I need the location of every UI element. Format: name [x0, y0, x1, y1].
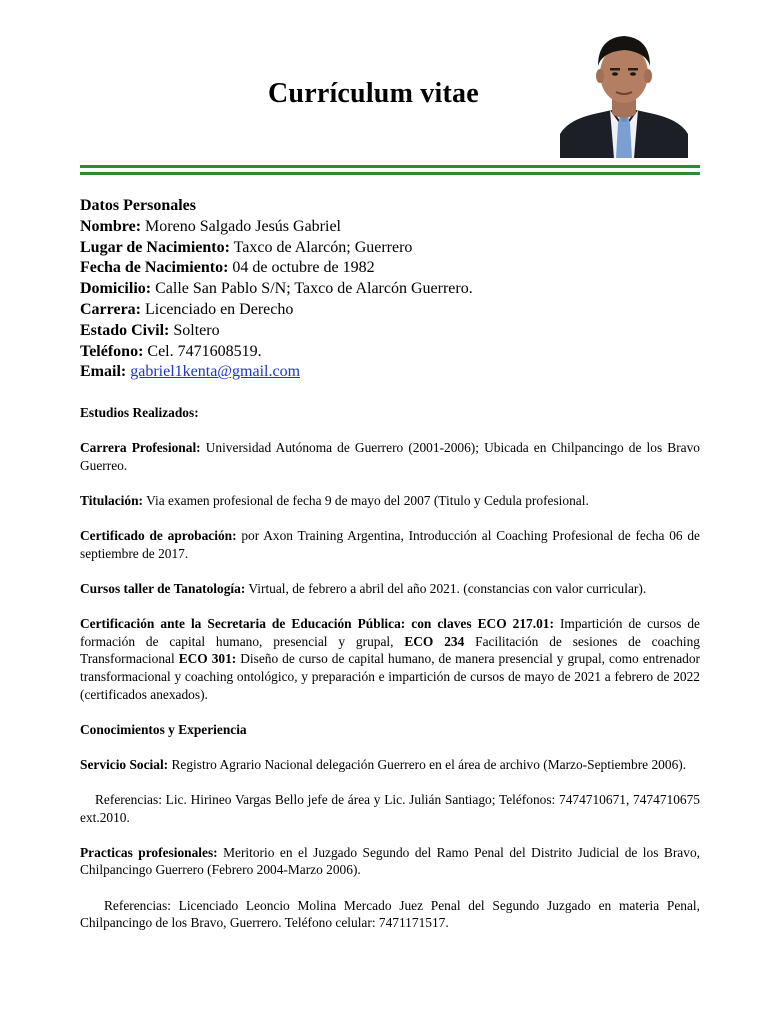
cv-body — [80, 404, 700, 949]
paragraph-certificacion-sep — [80, 615, 700, 703]
field-email — [80, 362, 700, 383]
paragraph-label: Carrera Profesional: — [80, 440, 201, 456]
paragraph-label: Certificado de aprobación: — [80, 528, 237, 544]
paragraph-text: Facilitación de sesiones de coaching Transformacional — [80, 633, 701, 667]
heading-text: Estudios Realizados: — [80, 405, 199, 420]
paragraph-text: Impartición de cursos de formación de capital humano, presencial y grupal, — [80, 616, 700, 649]
field-label: Domicilio: — [80, 280, 152, 298]
paragraph-cursos — [80, 580, 700, 598]
paragraph-label: Cursos taller de Tanatología: — [80, 580, 246, 596]
field-label: Teléfono: — [80, 342, 144, 360]
eco-code: ECO 234 — [404, 633, 465, 649]
paragraph-text: Diseño de curso de capital humano, de manera presencial y grupal, como entrenador transformacional y coaching ontológico, y preparación e impartición de cursos de mayo de 2021 a febrero de 2022 (certificados anexados). — [80, 651, 700, 702]
heading-text: Conocimientos y Experiencia — [80, 721, 247, 737]
field-label: Fecha de Nacimiento: — [80, 259, 229, 277]
section-heading-personal: Datos Personales — [80, 197, 196, 214]
header-divider — [80, 165, 700, 175]
field-domicilio — [80, 279, 700, 300]
divider-line-bottom — [80, 172, 700, 175]
profile-photo-image — [560, 30, 688, 158]
paragraph-label: Titulación: — [80, 492, 143, 508]
paragraph-text: Universidad Autónoma de Guerrero (2001-2006); Ubicada en Chilpancingo de los Bravo Guerreo. — [80, 440, 700, 473]
field-value: Taxco de Alarcón; Guerrero — [229, 238, 413, 256]
field-label: Lugar de Nacimiento: — [80, 238, 230, 256]
paragraph-label: Certificación ante la Secretaria de Educación Pública: con claves ECO 217.01: — [80, 616, 554, 632]
field-label: Email: — [80, 363, 127, 381]
personal-data-section — [80, 196, 700, 383]
field-value: 04 de octubre de 1982 — [228, 259, 375, 277]
field-estado-civil — [80, 321, 700, 342]
paragraph-text: por Axon Training Argentina, Introducción al Coaching Profesional de fecha 06 de septiembre de 2017. — [80, 528, 701, 561]
divider-line-top — [80, 165, 700, 168]
field-carrera — [80, 300, 700, 321]
paragraph-servicio-referencias: Referencias: Lic. Hirineo Vargas Bello jefe de área y Lic. Julián Santiago; Teléfonos: 7474710671, 7474710675 ext.2010. — [80, 792, 700, 825]
paragraph-certificado — [80, 527, 700, 562]
paragraph-titulacion — [80, 492, 700, 510]
paragraph-servicio-social — [80, 756, 700, 774]
paragraph-label: Practicas profesionales: — [80, 844, 218, 860]
field-label: Carrera: — [80, 300, 141, 318]
paragraph-text: Via examen profesional de fecha 9 de mayo del 2007 (Titulo y Cedula profesional. — [143, 492, 589, 508]
paragraph-practicas — [80, 844, 700, 879]
section-heading-experience — [80, 721, 700, 739]
field-label: Estado Civil: — [80, 321, 170, 339]
field-fecha-nacimiento — [80, 258, 700, 279]
field-nombre — [80, 217, 700, 238]
page-title: Currículum vitae — [268, 78, 479, 109]
field-lugar-nacimiento — [80, 238, 700, 259]
field-value: Soltero — [169, 321, 220, 339]
field-telefono — [80, 342, 700, 363]
field-value: Calle San Pablo S/N; Taxco de Alarcón Guerrero. — [151, 280, 473, 298]
field-label: Nombre: — [80, 217, 142, 235]
paragraph-text: Meritorio en el Juzgado Segundo del Ramo Penal del Distrito Judicial de los Bravo, Chilpancingo Guerrero (Febrero 2004-Marzo 2006). — [80, 844, 700, 878]
paragraph-text: Virtual, de febrero a abril del año 2021. (constancias con valor curricular). — [245, 580, 647, 596]
paragraph-practicas-referencias: Referencias: Licenciado Leoncio Molina Mercado Juez Penal del Segundo Juzgado en materia Penal, Chilpancingo de los Bravo, Guerrero. Teléfono celular: 7471171517. — [80, 897, 700, 931]
field-value: Cel. 7471608519. — [143, 342, 262, 360]
email-link[interactable]: gabriel1kenta@gmail.com — [130, 363, 301, 381]
eco-code: ECO 301: — [178, 651, 237, 667]
field-value: Moreno Salgado Jesús Gabriel — [141, 217, 341, 235]
paragraph-carrera — [80, 439, 700, 474]
profile-photo — [560, 30, 688, 158]
section-heading-studies — [80, 404, 700, 422]
field-value: Licenciado en Derecho — [141, 300, 294, 318]
paragraph-label: Servicio Social: — [80, 756, 169, 772]
paragraph-text: Registro Agrario Nacional delegación Guerrero en el área de archivo (Marzo-Septiembre 2006). — [168, 756, 687, 772]
